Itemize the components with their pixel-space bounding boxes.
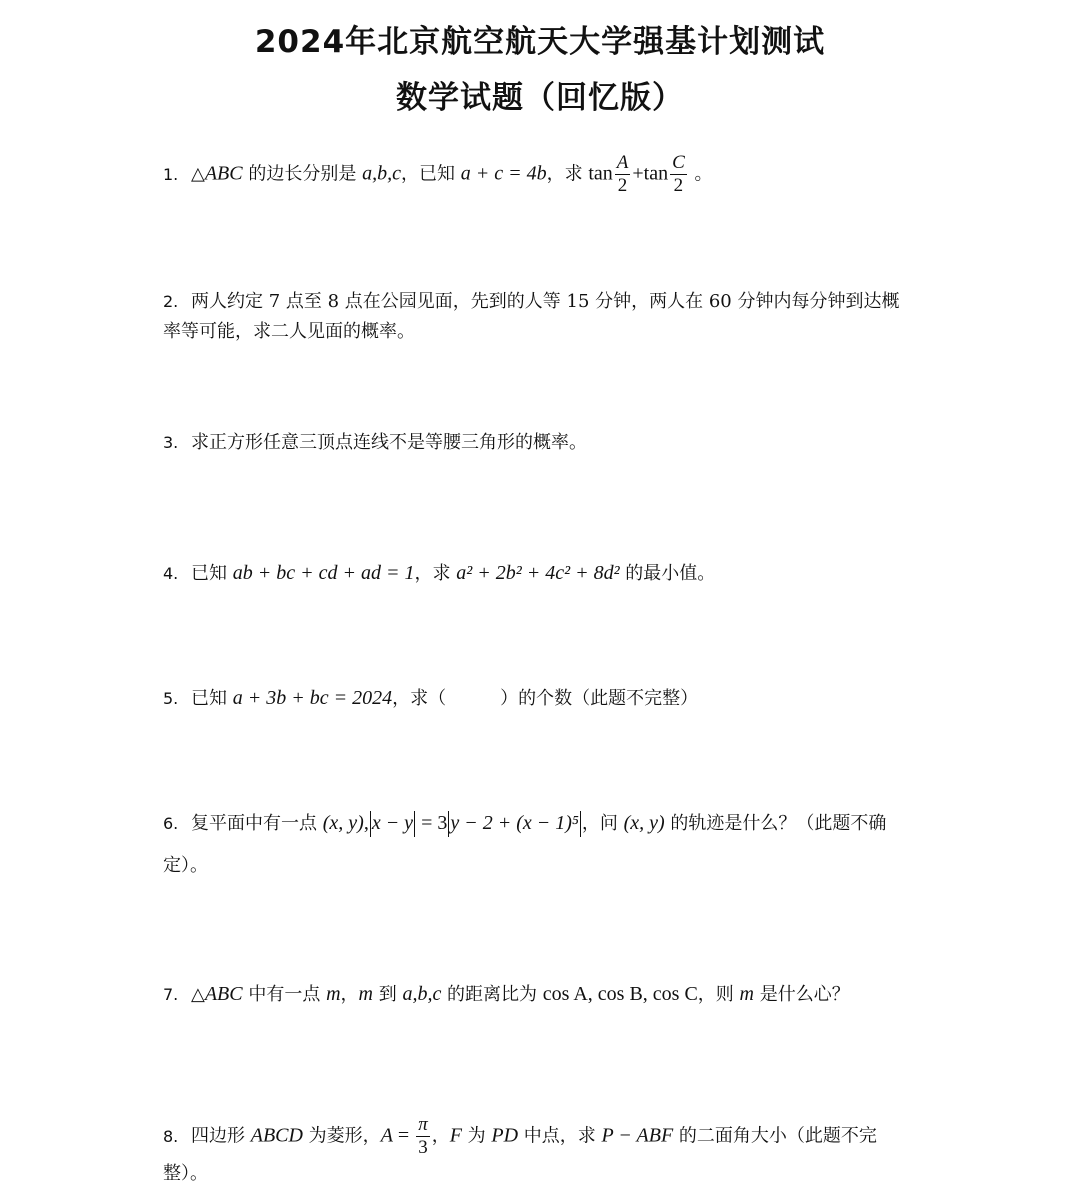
question-text: 两人约定 7 点至 8 点在公园见面，先到的人等 15 分钟，两人在 60 分钟内每分钟到达概 bbox=[191, 291, 900, 312]
question-number: 8. bbox=[163, 1126, 179, 1146]
math-angle: A bbox=[380, 1124, 393, 1147]
math-abs-2: y − 2 + (x − 1)⁵ bbox=[450, 812, 579, 834]
question-1 bbox=[163, 152, 923, 197]
math-tan: tan bbox=[588, 162, 613, 185]
denominator: 2 bbox=[673, 175, 684, 196]
page-subtitle: 数学试题（回忆版） bbox=[396, 80, 684, 116]
question-text: 为 bbox=[461, 1125, 492, 1147]
fraction-a-over-2 bbox=[615, 152, 631, 197]
question-text: ， bbox=[431, 1125, 450, 1147]
question-number: 5. bbox=[163, 689, 179, 708]
math-m: m bbox=[326, 983, 341, 1005]
question-text: 率等可能，求二人见面的概率。 bbox=[163, 321, 415, 342]
question-text: 整）。 bbox=[163, 1163, 208, 1184]
denominator: 3 bbox=[418, 1137, 428, 1158]
triangle-symbol: △ bbox=[191, 163, 205, 185]
question-text: ， bbox=[340, 984, 359, 1005]
question-number: 1. bbox=[163, 164, 179, 184]
math-sides: a,b,c bbox=[402, 983, 442, 1005]
question-text: 的边长分别是 bbox=[242, 163, 363, 185]
question-text: 是什么心？ bbox=[753, 984, 850, 1005]
page-title: 2024年北京航空航天大学强基计划测试 bbox=[254, 24, 826, 60]
question-5 bbox=[163, 683, 923, 714]
question-text: 定）。 bbox=[163, 855, 208, 876]
math-triangle: ABC bbox=[204, 983, 243, 1005]
question-text: 已知 bbox=[191, 563, 233, 584]
question-text: ，求 bbox=[546, 163, 589, 185]
math-tan: tan bbox=[643, 162, 669, 185]
fraction-pi-over-3 bbox=[416, 1114, 430, 1159]
math-triangle: ABC bbox=[204, 162, 243, 185]
question-text: 中点，求 bbox=[518, 1125, 602, 1147]
math-point: (x, y) bbox=[322, 812, 364, 834]
question-number: 7. bbox=[163, 985, 179, 1004]
question-text: ，已知 bbox=[400, 163, 461, 185]
question-8 bbox=[163, 1114, 923, 1189]
question-text: 已知 bbox=[191, 688, 233, 709]
math-expression: a² + 2b² + 4c² + 8d² bbox=[456, 562, 620, 584]
math-ratio: cos A, cos B, cos C bbox=[542, 983, 698, 1005]
question-6 bbox=[163, 808, 923, 881]
abs-bar bbox=[414, 811, 415, 837]
question-text: 四边形 bbox=[191, 1125, 251, 1147]
question-text: 的距离比为 bbox=[441, 984, 543, 1005]
question-number: 2. bbox=[163, 292, 179, 311]
question-text: 的二面角大小（此题不完 bbox=[673, 1125, 877, 1147]
question-text: ，问 bbox=[581, 813, 624, 834]
math-condition: a + c = 4b bbox=[460, 162, 547, 185]
question-text: 的轨迹是什么？（此题不确 bbox=[664, 813, 887, 834]
numerator: A bbox=[616, 152, 629, 173]
abs-bar bbox=[370, 811, 371, 837]
math-segment-pd: PD bbox=[491, 1124, 519, 1147]
math-condition: a + 3b + bc = 2024 bbox=[232, 687, 393, 709]
math-condition: ab + bc + cd + ad = 1 bbox=[232, 562, 415, 584]
question-text: 为菱形， bbox=[302, 1125, 381, 1147]
question-number: 4. bbox=[163, 564, 179, 583]
question-3 bbox=[163, 428, 923, 458]
question-7 bbox=[163, 979, 923, 1010]
denominator: 2 bbox=[617, 175, 628, 196]
math-equals: = bbox=[392, 1124, 415, 1147]
triangle-symbol: △ bbox=[191, 984, 205, 1005]
math-point-f: F bbox=[449, 1124, 462, 1147]
question-text: 的最小值。 bbox=[619, 563, 716, 584]
question-text: 求正方形任意三顶点连线不是等腰三角形的概率。 bbox=[191, 432, 587, 453]
question-4 bbox=[163, 558, 923, 589]
question-2 bbox=[163, 287, 923, 347]
numerator: π bbox=[418, 1114, 428, 1135]
math-sides: a,b,c bbox=[362, 162, 401, 185]
math-m: m bbox=[739, 983, 754, 1005]
math-point: (x, y) bbox=[623, 812, 665, 834]
abs-bar bbox=[580, 811, 581, 837]
question-text: 到 bbox=[372, 984, 403, 1005]
math-comma: , bbox=[363, 812, 369, 834]
question-text: ，则 bbox=[697, 984, 740, 1005]
numerator: C bbox=[672, 152, 685, 173]
question-text: 复平面中有一点 bbox=[191, 813, 323, 834]
math-abs-1: x − y bbox=[371, 812, 414, 834]
question-text: ，求（ ）的个数（此题不完整） bbox=[392, 688, 699, 709]
question-number: 3. bbox=[163, 433, 179, 452]
math-plus: + bbox=[632, 162, 644, 185]
math-equals-3: = 3 bbox=[416, 812, 448, 834]
math-dihedral: P − ABF bbox=[601, 1124, 674, 1147]
math-quadrilateral: ABCD bbox=[250, 1124, 303, 1147]
question-text: 。 bbox=[688, 163, 713, 185]
math-m: m bbox=[358, 983, 373, 1005]
question-text: ，求 bbox=[414, 563, 457, 584]
question-number: 6. bbox=[163, 814, 179, 833]
question-text: 中有一点 bbox=[242, 984, 327, 1005]
fraction-c-over-2 bbox=[670, 152, 687, 197]
